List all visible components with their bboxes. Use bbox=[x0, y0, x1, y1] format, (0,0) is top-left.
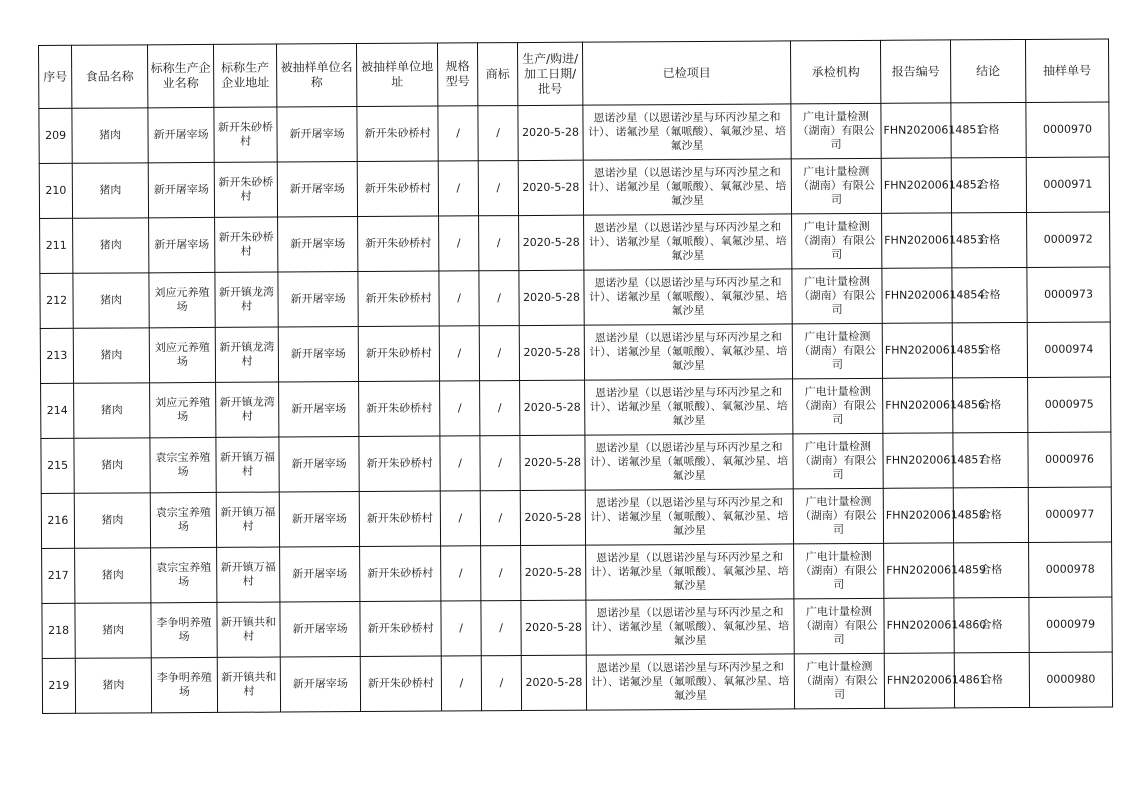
sampled-unit-cell: 新开屠宰场 bbox=[280, 547, 360, 602]
date-cell: 2020-5-28 bbox=[519, 325, 584, 380]
producer-name-cell: 袁宗宝养殖场 bbox=[151, 547, 217, 602]
tested-items-cell: 恩诺沙星（以恩诺沙星与环丙沙星之和计）、诺氟沙星（氟哌酸）、氧氟沙星、培氟沙星 bbox=[583, 159, 791, 215]
seq-cell: 211 bbox=[40, 218, 73, 273]
col-food-name-header: 食品名称 bbox=[72, 45, 148, 108]
testing-lab-cell: 广电计量检测（湖南）有限公司 bbox=[793, 378, 883, 434]
spec-cell: / bbox=[439, 326, 479, 381]
food-name-cell: 猪肉 bbox=[75, 658, 151, 713]
date-cell: 2020-5-28 bbox=[519, 270, 584, 325]
seq-cell: 218 bbox=[42, 603, 75, 658]
seq-cell: 219 bbox=[42, 658, 75, 713]
date-cell: 2020-5-28 bbox=[518, 105, 583, 160]
seq-cell: 217 bbox=[42, 548, 75, 603]
sampled-address-cell: 新开朱砂桥村 bbox=[357, 161, 438, 216]
tested-items-cell: 恩诺沙星（以恩诺沙星与环丙沙星之和计）、诺氟沙星（氟哌酸）、氧氟沙星、培氟沙星 bbox=[584, 269, 792, 325]
col-conclusion-header: 结论 bbox=[950, 39, 1025, 102]
sampled-address-cell: 新开朱砂桥村 bbox=[358, 216, 439, 271]
report-no-cell: FHN20200614855 bbox=[882, 323, 952, 378]
sample-no-cell: 0000975 bbox=[1028, 377, 1111, 433]
producer-name-cell: 李争明养殖场 bbox=[151, 602, 217, 657]
food-name-cell: 猪肉 bbox=[74, 493, 150, 548]
food-name-cell: 猪肉 bbox=[74, 383, 150, 438]
table-row bbox=[42, 597, 1112, 659]
col-brand-header: 商标 bbox=[477, 43, 517, 106]
col-producer-name-header: 标称生产企业名称 bbox=[148, 44, 214, 107]
date-cell: 2020-5-28 bbox=[518, 160, 583, 215]
col-seq-header: 序号 bbox=[39, 45, 72, 108]
food-name-cell: 猪肉 bbox=[73, 328, 149, 383]
sampled-address-cell: 新开朱砂桥村 bbox=[359, 381, 440, 436]
producer-address-cell: 新开朱砂桥村 bbox=[214, 107, 277, 162]
sampled-unit-cell: 新开屠宰场 bbox=[279, 492, 359, 547]
report-no-cell: FHN20200614860 bbox=[884, 598, 954, 653]
producer-address-cell: 新开镇龙湾村 bbox=[215, 272, 278, 327]
tested-items-cell: 恩诺沙星（以恩诺沙星与环丙沙星之和计）、诺氟沙星（氟哌酸）、氧氟沙星、培氟沙星 bbox=[586, 654, 794, 710]
food-name-cell: 猪肉 bbox=[72, 108, 148, 163]
sampled-address-cell: 新开朱砂桥村 bbox=[359, 491, 440, 546]
tested-items-cell: 恩诺沙星（以恩诺沙星与环丙沙星之和计）、诺氟沙星（氟哌酸）、氧氟沙星、培氟沙星 bbox=[584, 214, 792, 270]
spec-cell: / bbox=[439, 271, 479, 326]
producer-name-cell: 袁宗宝养殖场 bbox=[150, 437, 216, 492]
table-row bbox=[40, 212, 1110, 274]
testing-lab-cell: 广电计量检测（湖南）有限公司 bbox=[793, 488, 883, 544]
sample-no-cell: 0000980 bbox=[1029, 652, 1112, 708]
producer-address-cell: 新开镇万福村 bbox=[217, 547, 280, 602]
sampled-unit-cell: 新开屠宰场 bbox=[279, 437, 359, 492]
spec-cell: / bbox=[440, 381, 480, 436]
spec-cell: / bbox=[441, 601, 481, 656]
producer-address-cell: 新开朱砂桥村 bbox=[214, 162, 277, 217]
sampled-unit-cell: 新开屠宰场 bbox=[277, 162, 357, 217]
producer-name-cell: 袁宗宝养殖场 bbox=[150, 492, 216, 547]
sample-no-cell: 0000972 bbox=[1027, 212, 1110, 268]
testing-lab-cell: 广电计量检测（湖南）有限公司 bbox=[794, 598, 884, 654]
sampled-unit-cell: 新开屠宰场 bbox=[279, 382, 359, 437]
brand-cell: / bbox=[480, 381, 520, 436]
report-no-cell: FHN20200614852 bbox=[881, 158, 951, 213]
seq-cell: 214 bbox=[41, 383, 74, 438]
conclusion-cell: 合格 bbox=[953, 377, 1028, 432]
testing-lab-cell: 广电计量检测（湖南）有限公司 bbox=[791, 158, 881, 214]
sampled-unit-cell: 新开屠宰场 bbox=[280, 657, 360, 712]
food-name-cell: 猪肉 bbox=[73, 273, 149, 328]
spec-cell: / bbox=[438, 161, 478, 216]
seq-cell: 215 bbox=[41, 438, 74, 493]
conclusion-cell: 合格 bbox=[953, 432, 1028, 487]
seq-cell: 216 bbox=[41, 493, 74, 548]
testing-lab-cell: 广电计量检测（湖南）有限公司 bbox=[794, 653, 884, 709]
sample-no-cell: 0000976 bbox=[1028, 432, 1111, 488]
report-no-cell: FHN20200614858 bbox=[883, 488, 953, 543]
sampled-address-cell: 新开朱砂桥村 bbox=[360, 656, 441, 711]
sample-no-cell: 0000974 bbox=[1027, 322, 1110, 378]
sampled-address-cell: 新开朱砂桥村 bbox=[360, 601, 441, 656]
spec-cell: / bbox=[441, 546, 481, 601]
testing-lab-cell: 广电计量检测（湖南）有限公司 bbox=[791, 103, 881, 159]
sampled-address-cell: 新开朱砂桥村 bbox=[357, 106, 438, 161]
spec-cell: / bbox=[439, 216, 479, 271]
table-row bbox=[41, 432, 1111, 494]
col-testing-lab-header: 承检机构 bbox=[790, 40, 880, 104]
sample-no-cell: 0000978 bbox=[1029, 542, 1112, 598]
report-no-cell: FHN20200614856 bbox=[883, 378, 953, 433]
date-cell: 2020-5-28 bbox=[519, 215, 584, 270]
brand-cell: / bbox=[480, 436, 520, 491]
date-cell: 2020-5-28 bbox=[520, 380, 585, 435]
sample-no-cell: 0000979 bbox=[1029, 597, 1112, 653]
seq-cell: 210 bbox=[39, 163, 72, 218]
sample-no-cell: 0000971 bbox=[1026, 157, 1109, 213]
table-row bbox=[39, 157, 1109, 219]
spec-cell: / bbox=[438, 106, 478, 161]
date-cell: 2020-5-28 bbox=[520, 435, 585, 490]
testing-lab-cell: 广电计量检测（湖南）有限公司 bbox=[792, 268, 882, 324]
report-no-cell: FHN20200614859 bbox=[884, 543, 954, 598]
producer-name-cell: 李争明养殖场 bbox=[151, 657, 217, 712]
seq-cell: 213 bbox=[40, 328, 73, 383]
producer-name-cell: 新开屠宰场 bbox=[148, 162, 214, 217]
brand-cell: / bbox=[479, 271, 519, 326]
brand-cell: / bbox=[478, 161, 518, 216]
producer-address-cell: 新开朱砂桥村 bbox=[215, 217, 278, 272]
brand-cell: / bbox=[481, 656, 521, 711]
col-date-batch-header: 生产/购进/加工日期/批号 bbox=[517, 42, 582, 105]
col-spec-header: 规格型号 bbox=[437, 43, 477, 106]
col-sampled-unit-header: 被抽样单位名称 bbox=[276, 44, 356, 107]
food-name-cell: 猪肉 bbox=[74, 438, 150, 493]
col-sampled-address-header: 被抽样单位地址 bbox=[356, 43, 437, 106]
report-no-cell: FHN20200614854 bbox=[882, 268, 952, 323]
sampled-unit-cell: 新开屠宰场 bbox=[278, 327, 358, 382]
sampled-address-cell: 新开朱砂桥村 bbox=[359, 436, 440, 491]
brand-cell: / bbox=[479, 326, 519, 381]
header-row bbox=[39, 39, 1109, 109]
producer-address-cell: 新开镇万福村 bbox=[216, 437, 279, 492]
brand-cell: / bbox=[481, 601, 521, 656]
brand-cell: / bbox=[480, 491, 520, 546]
spec-cell: / bbox=[440, 491, 480, 546]
inspection-results-page bbox=[38, 38, 1112, 714]
sample-no-cell: 0000973 bbox=[1027, 267, 1110, 323]
table-row bbox=[40, 267, 1110, 329]
tested-items-cell: 恩诺沙星（以恩诺沙星与环丙沙星之和计）、诺氟沙星（氟哌酸）、氧氟沙星、培氟沙星 bbox=[585, 434, 793, 490]
col-report-no-header: 报告编号 bbox=[880, 40, 950, 103]
date-cell: 2020-5-28 bbox=[521, 545, 586, 600]
table-header bbox=[39, 39, 1109, 109]
sample-no-cell: 0000977 bbox=[1028, 487, 1111, 543]
sampled-unit-cell: 新开屠宰场 bbox=[277, 107, 357, 162]
table-row bbox=[42, 652, 1112, 714]
sampled-unit-cell: 新开屠宰场 bbox=[278, 217, 358, 272]
conclusion-cell: 合格 bbox=[952, 212, 1027, 267]
sampled-address-cell: 新开朱砂桥村 bbox=[360, 546, 441, 601]
spec-cell: / bbox=[441, 656, 481, 711]
table-row bbox=[41, 487, 1111, 549]
report-no-cell: FHN20200614851 bbox=[881, 103, 951, 158]
testing-lab-cell: 广电计量检测（湖南）有限公司 bbox=[792, 213, 882, 269]
table-row bbox=[42, 542, 1112, 604]
producer-address-cell: 新开镇龙湾村 bbox=[216, 382, 279, 437]
food-name-cell: 猪肉 bbox=[75, 548, 151, 603]
table-body bbox=[39, 102, 1113, 714]
table-row bbox=[40, 322, 1110, 384]
date-cell: 2020-5-28 bbox=[521, 600, 586, 655]
food-name-cell: 猪肉 bbox=[75, 603, 151, 658]
brand-cell: / bbox=[481, 546, 521, 601]
producer-address-cell: 新开镇龙湾村 bbox=[215, 327, 278, 382]
table-row bbox=[41, 377, 1111, 439]
conclusion-cell: 合格 bbox=[952, 322, 1027, 377]
producer-address-cell: 新开镇共和村 bbox=[217, 657, 280, 712]
inspection-results-table bbox=[38, 38, 1113, 714]
sample-no-cell: 0000970 bbox=[1026, 102, 1109, 158]
tested-items-cell: 恩诺沙星（以恩诺沙星与环丙沙星之和计）、诺氟沙星（氟哌酸）、氧氟沙星、培氟沙星 bbox=[585, 379, 793, 435]
sampled-unit-cell: 新开屠宰场 bbox=[278, 272, 358, 327]
producer-name-cell: 新开屠宰场 bbox=[149, 217, 215, 272]
brand-cell: / bbox=[479, 216, 519, 271]
tested-items-cell: 恩诺沙星（以恩诺沙星与环丙沙星之和计）、诺氟沙星（氟哌酸）、氧氟沙星、培氟沙星 bbox=[585, 489, 793, 545]
producer-address-cell: 新开镇万福村 bbox=[216, 492, 279, 547]
conclusion-cell: 合格 bbox=[954, 597, 1029, 652]
sampled-address-cell: 新开朱砂桥村 bbox=[358, 326, 439, 381]
brand-cell: / bbox=[478, 106, 518, 161]
col-producer-address-header: 标称生产企业地址 bbox=[213, 44, 276, 107]
date-cell: 2020-5-28 bbox=[520, 490, 585, 545]
seq-cell: 209 bbox=[39, 108, 72, 163]
conclusion-cell: 合格 bbox=[952, 267, 1027, 322]
tested-items-cell: 恩诺沙星（以恩诺沙星与环丙沙星之和计）、诺氟沙星（氟哌酸）、氧氟沙星、培氟沙星 bbox=[584, 324, 792, 380]
tested-items-cell: 恩诺沙星（以恩诺沙星与环丙沙星之和计）、诺氟沙星（氟哌酸）、氧氟沙星、培氟沙星 bbox=[586, 544, 794, 600]
producer-name-cell: 刘应元养殖场 bbox=[150, 382, 216, 437]
col-tested-items-header: 已检项目 bbox=[582, 41, 790, 105]
producer-name-cell: 刘应元养殖场 bbox=[149, 272, 215, 327]
tested-items-cell: 恩诺沙星（以恩诺沙星与环丙沙星之和计）、诺氟沙星（氟哌酸）、氧氟沙星、培氟沙星 bbox=[586, 599, 794, 655]
conclusion-cell: 合格 bbox=[954, 542, 1029, 597]
conclusion-cell: 合格 bbox=[954, 652, 1029, 707]
spec-cell: / bbox=[440, 436, 480, 491]
date-cell: 2020-5-28 bbox=[521, 655, 586, 710]
sampled-unit-cell: 新开屠宰场 bbox=[280, 602, 360, 657]
sampled-address-cell: 新开朱砂桥村 bbox=[358, 271, 439, 326]
food-name-cell: 猪肉 bbox=[73, 218, 149, 273]
report-no-cell: FHN20200614861 bbox=[884, 653, 954, 708]
conclusion-cell: 合格 bbox=[951, 157, 1026, 212]
seq-cell: 212 bbox=[40, 273, 73, 328]
producer-name-cell: 刘应元养殖场 bbox=[149, 327, 215, 382]
conclusion-cell: 合格 bbox=[951, 102, 1026, 157]
producer-address-cell: 新开镇共和村 bbox=[217, 602, 280, 657]
testing-lab-cell: 广电计量检测（湖南）有限公司 bbox=[794, 543, 884, 599]
report-no-cell: FHN20200614853 bbox=[882, 213, 952, 268]
producer-name-cell: 新开屠宰场 bbox=[148, 107, 214, 162]
table-row bbox=[39, 102, 1109, 164]
food-name-cell: 猪肉 bbox=[72, 163, 148, 218]
tested-items-cell: 恩诺沙星（以恩诺沙星与环丙沙星之和计）、诺氟沙星（氟哌酸）、氧氟沙星、培氟沙星 bbox=[583, 104, 791, 160]
conclusion-cell: 合格 bbox=[953, 487, 1028, 542]
testing-lab-cell: 广电计量检测（湖南）有限公司 bbox=[792, 323, 882, 379]
testing-lab-cell: 广电计量检测（湖南）有限公司 bbox=[793, 433, 883, 489]
report-no-cell: FHN20200614857 bbox=[883, 433, 953, 488]
col-sample-no-header: 抽样单号 bbox=[1025, 39, 1108, 103]
